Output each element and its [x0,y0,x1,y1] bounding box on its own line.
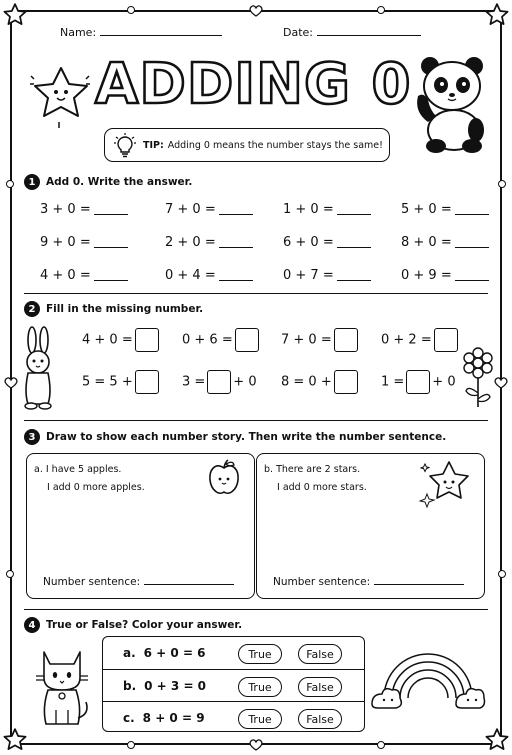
equation-text: 4 + 0 = [40,268,91,283]
equation-text: 1 + 0 = [283,202,334,217]
false-option[interactable]: False [298,644,342,664]
answer-blank[interactable] [455,280,489,281]
false-option[interactable]: False [298,709,342,729]
section-3-heading [24,429,446,445]
statement-letter: a. [123,646,136,660]
add-zero-problem [283,235,371,250]
missing-number-problem [182,328,261,352]
add-zero-problem [283,202,371,217]
section-number: 2 [24,301,40,317]
answer-blank[interactable] [455,247,489,248]
story-b-line-2: I add 0 more stars. [277,482,367,493]
true-option[interactable]: True [238,644,282,664]
section-title: Fill in the missing number. [46,303,204,315]
equation-text: 5 = 5 + [82,374,133,390]
date-field[interactable] [283,26,421,39]
statement-equation: 8 + 0 = 9 [142,711,205,725]
missing-number-problem [381,328,460,352]
date-line[interactable] [317,35,421,36]
true-false-table [102,636,365,732]
name-field[interactable] [60,26,222,39]
section-number: 1 [24,174,40,190]
name-line[interactable] [100,35,222,36]
answer-box[interactable] [135,370,159,394]
statement [123,711,205,725]
border-dot [377,741,385,749]
border-dot [127,741,135,749]
border-dot [6,570,14,578]
section-title: Draw to show each number story. Then write the number sentence. [46,431,447,443]
statement-letter: c. [123,711,135,725]
apple-icon [207,458,241,496]
heart-icon [4,377,18,389]
border-dot [127,6,135,14]
add-zero-problem [40,202,128,217]
story-a-line-1: a. I have 5 apples. [34,464,122,475]
answer-box[interactable] [135,328,159,352]
flower-icon [460,345,496,409]
equation-text: 0 + 7 = [283,268,334,283]
equation-text: 7 + 0 = [281,332,332,348]
heart-icon [249,739,263,751]
equation-text: 5 + 0 = [401,202,452,217]
missing-number-problem [82,328,161,352]
statement-equation: 0 + 3 = 0 [144,679,207,693]
tip-label: TIP: [143,139,164,151]
missing-number-problem [281,328,360,352]
story-a-box[interactable] [26,453,255,599]
add-zero-problem [40,268,128,283]
statement-equation: 6 + 0 = 6 [143,646,206,660]
equation-text: 0 + 4 = [165,268,216,283]
number-sentence-line[interactable] [374,584,464,585]
border-dot [6,180,14,188]
section-divider [24,609,488,610]
answer-blank[interactable] [337,214,371,215]
statement-letter: b. [123,679,137,693]
add-zero-problem [165,235,253,250]
true-option[interactable]: True [238,709,282,729]
answer-box[interactable] [207,370,231,394]
border-dot [498,570,506,578]
answer-blank[interactable] [455,214,489,215]
number-sentence-line[interactable] [144,584,234,585]
section-divider [24,293,488,294]
answer-blank[interactable] [337,280,371,281]
add-zero-problem [401,268,489,283]
true-false-row [103,669,364,701]
section-2-heading [24,301,203,317]
star-icon [419,458,475,508]
equation-tail: + 0 [233,374,257,390]
answer-blank[interactable] [94,247,128,248]
equation-text: 3 = [182,374,206,390]
name-label: Name: [60,26,97,39]
add-zero-problem [283,268,371,283]
section-title: True or False? Color your answer. [46,619,243,631]
equation-text: 1 = [381,374,405,390]
answer-box[interactable] [434,328,458,352]
star-icon [484,727,510,753]
equation-text: 3 + 0 = [40,202,91,217]
equation-text: 8 = 0 + [281,374,332,390]
number-sentence-label: Number sentence: [43,576,141,588]
section-number: 4 [24,617,40,633]
section-1-heading [24,174,192,190]
lightbulb-icon [113,132,137,160]
number-sentence-a[interactable] [43,576,234,588]
equation-text: 0 + 2 = [381,332,432,348]
answer-blank[interactable] [94,280,128,281]
number-sentence-b[interactable] [273,576,464,588]
answer-box[interactable] [406,370,430,394]
equation-text: 2 + 0 = [165,235,216,250]
answer-blank[interactable] [94,214,128,215]
panda-icon [410,52,494,154]
false-option[interactable]: False [298,677,342,697]
section-title: Add 0. Write the answer. [46,176,193,188]
section-number: 3 [24,429,40,445]
rainbow-icon [370,640,486,712]
true-false-row [103,701,364,733]
number-sentence-label: Number sentence: [273,576,371,588]
smiling-star-icon [26,62,96,130]
missing-number-problem [82,370,161,394]
equation-text: 4 + 0 = [82,332,133,348]
section-divider [24,420,488,421]
add-zero-problem [165,202,253,217]
bunny-icon [18,326,58,410]
star-icon [2,727,28,753]
equation-text: 7 + 0 = [165,202,216,217]
answer-box[interactable] [334,370,358,394]
date-label: Date: [283,26,313,39]
answer-blank[interactable] [219,214,253,215]
equation-text: 0 + 9 = [401,268,452,283]
answer-box[interactable] [235,328,259,352]
star-icon [484,2,510,28]
missing-number-problem [182,370,257,394]
answer-blank[interactable] [337,247,371,248]
tip-box [104,128,390,162]
section-4-heading [24,617,242,633]
page-title: ADDING 0 [95,52,412,117]
border-dot [377,6,385,14]
heart-icon [249,5,263,17]
tip-text: Adding 0 means the number stays the same! [167,139,383,151]
border-dot [498,180,506,188]
story-b-box[interactable] [256,453,485,599]
equation-text: 8 + 0 = [401,235,452,250]
missing-number-problem [281,370,360,394]
star-icon [2,2,28,28]
answer-box[interactable] [334,328,358,352]
true-false-row [103,637,364,669]
true-option[interactable]: True [238,677,282,697]
statement [123,646,206,660]
heart-icon [494,377,508,389]
equation-text: 0 + 6 = [182,332,233,348]
equation-text: 6 + 0 = [283,235,334,250]
equation-tail: + 0 [432,374,456,390]
add-zero-problem [401,202,489,217]
cat-icon [32,644,92,728]
missing-number-problem [381,370,456,394]
answer-blank[interactable] [219,280,253,281]
equation-text: 9 + 0 = [40,235,91,250]
story-a-line-2: I add 0 more apples. [47,482,145,493]
add-zero-problem [40,235,128,250]
statement [123,679,206,693]
add-zero-problem [401,235,489,250]
story-b-line-1: b. There are 2 stars. [264,464,361,475]
add-zero-problem [165,268,253,283]
answer-blank[interactable] [219,247,253,248]
